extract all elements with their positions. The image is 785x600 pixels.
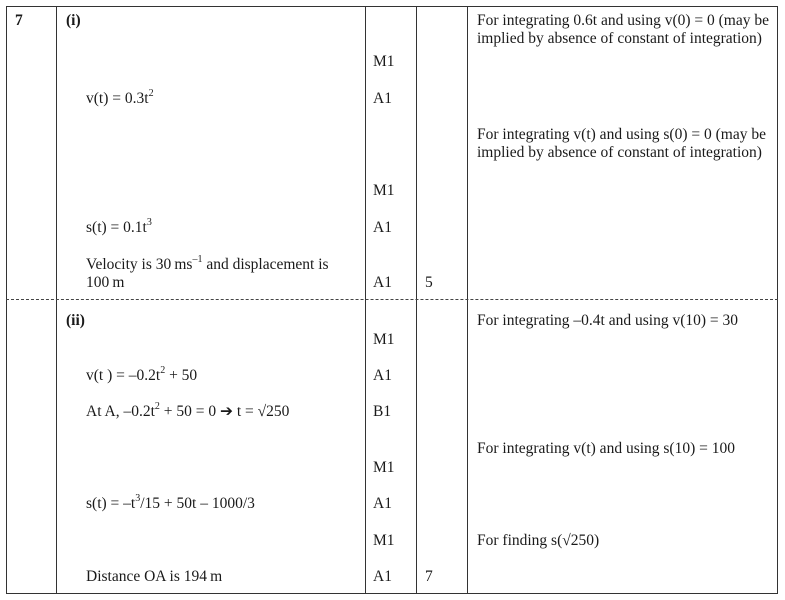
guidance-note: For integrating v(t) and using s(0) = 0 (may be implied by absence of constant of integration) [477,126,766,161]
answer-line: $s(t) = 0.1t^3$ [86,216,152,236]
answer-line: v(t ) = $-0.2t^2 + 50$ [86,364,198,384]
mark: A1 [373,367,392,384]
answer-line: 100 m [86,274,125,291]
mark: A1 [373,495,392,512]
col-border-right [777,6,778,594]
guidance-note: For integrating 0.6t and using v(0) = 0 (may be implied by absence of constant of integration) [477,12,769,47]
mark: A1 [373,568,392,585]
mark: M1 [373,331,395,348]
answer-line: Velocity is 30 $ms^{-1}$ and displacement is [86,253,329,273]
mark: M1 [373,182,395,199]
col-border-question [56,6,57,594]
guidance-note: For finding s(√250) [477,532,600,549]
total-marks: 5 [425,274,433,291]
col-border-mark [416,6,417,594]
question-number: 7 [15,12,23,29]
col-border-left [6,6,7,594]
table-top-border [6,6,778,7]
part-label: (ii) [66,312,85,329]
answer-line: At A, $-0.2t^2 + 50 = 0$ ➔ t = √250 [86,400,290,420]
col-border-answer [365,6,366,594]
guidance-note: For integrating –0.4t and using v(10) = 30 [477,312,739,329]
mark: A1 [373,90,392,107]
mark: A1 [373,274,392,291]
answer-line: $s(t) = -t^3/15 + 50t - 1000/3$ [86,492,255,512]
answer-line: Distance OA is 194 m [86,568,223,585]
answer-line: $v(t) = 0.3t^2$ [86,87,154,107]
guidance-note: For integrating v(t) and using s(10) = 100 [477,440,735,457]
mark: B1 [373,403,392,420]
mark: A1 [373,219,392,236]
mark: M1 [373,532,395,549]
part-label: (i) [66,12,81,29]
total-marks: 7 [425,568,433,585]
part-divider [6,299,778,300]
mark: M1 [373,459,395,476]
mark-scheme-table [6,6,778,594]
col-border-total [467,6,468,594]
mark: M1 [373,53,395,70]
table-bottom-border [6,593,778,594]
